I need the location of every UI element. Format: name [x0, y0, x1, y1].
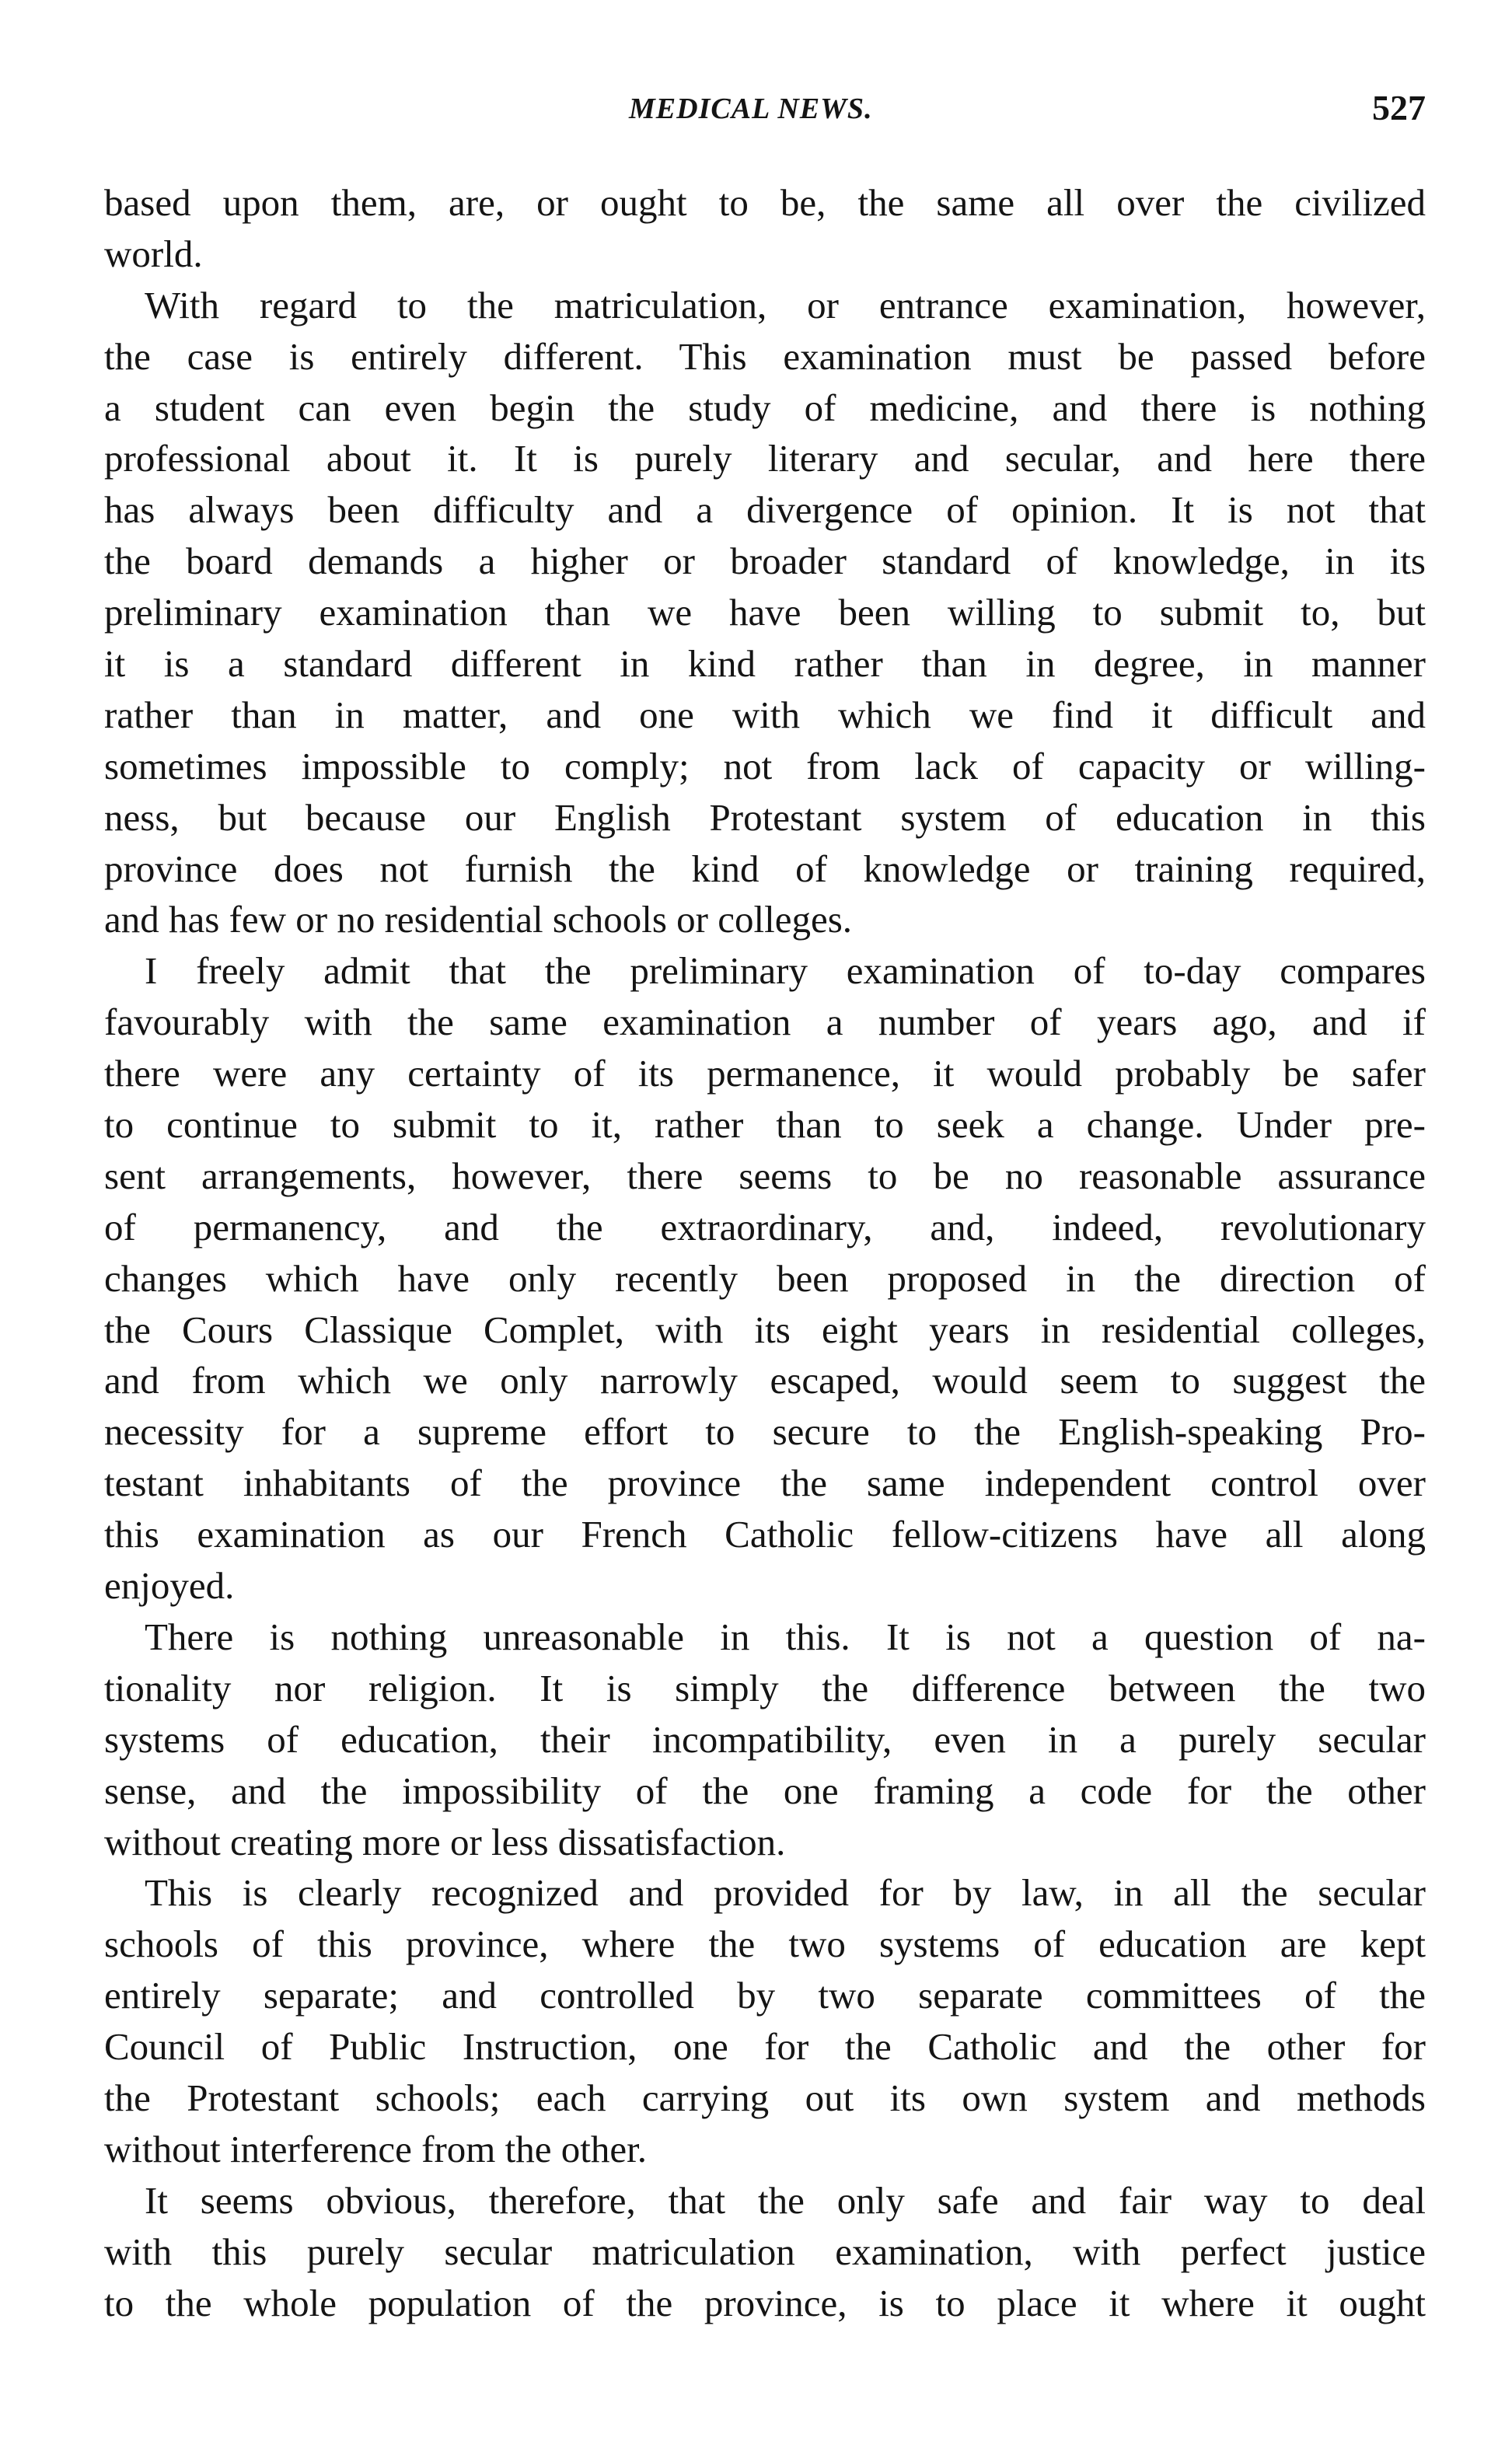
text-line: with this purely secular matriculation examination, with perfect justice — [104, 2230, 1426, 2273]
text-line: Council of Public Instruction, one for the Catholic and the other for — [104, 2025, 1426, 2069]
text-line: sent arrangements, however, there seems to be no reasonable assurance — [104, 1154, 1426, 1197]
text-line: enjoyed. — [104, 1564, 235, 1608]
text-line: It seems obvious, therefore, that the only safe and fair way to deal — [145, 2178, 1426, 2222]
running-head — [104, 88, 1426, 138]
text-line: systems of education, their incompatibility, even in a purely secular — [104, 1717, 1426, 1761]
text-line: ness, but because our English Protestant system of education in this — [104, 795, 1426, 839]
text-line: preliminary examination than we have been willing to submit to, but — [104, 591, 1426, 634]
text-line: There is nothing unreasonable in this. It is not a question of na- — [145, 1615, 1426, 1658]
text-line: and has few or no residential schools or colleges. — [104, 898, 853, 941]
text-line: and from which we only narrowly escaped, would seem to suggest the — [104, 1359, 1426, 1402]
text-line: necessity for a supreme effort to secure to the English-speaking Pro- — [104, 1410, 1426, 1454]
text-line: to continue to submit to it, rather than to seek a change. Under pre- — [104, 1103, 1426, 1147]
text-line: favourably with the same examination a number of years ago, and if — [104, 1001, 1426, 1044]
paragraph — [104, 177, 1426, 280]
text-line: With regard to the matriculation, or entrance examination, however, — [145, 283, 1426, 327]
text-line: This is clearly recognized and provided for by law, in all the secular — [145, 1871, 1426, 1915]
paragraph — [104, 280, 1426, 946]
text-line: of permanency, and the extraordinary, and, indeed, revolutionary — [104, 1205, 1426, 1248]
text-line: based upon them, are, or ought to be, the same all over the civilized — [104, 181, 1426, 224]
text-line: professional about it. It is purely literary and secular, and here there — [104, 437, 1426, 480]
text-line: world. — [104, 232, 203, 275]
text-line: it is a standard different in kind rather than in degree, in manner — [104, 642, 1426, 686]
paragraph — [104, 2175, 1426, 2329]
text-line: rather than in matter, and one with which we find it difficult and — [104, 693, 1426, 736]
text-line: province does not furnish the kind of knowledge or training required, — [104, 847, 1426, 890]
text-line: sense, and the impossibility of the one framing a code for the other — [104, 1769, 1426, 1812]
text-line: tionality nor religion. It is simply the difference between the two — [104, 1666, 1426, 1709]
text-line: the Cours Classique Complet, with its eight years in residential colleges, — [104, 1308, 1426, 1351]
text-line: without interference from the other. — [104, 2127, 647, 2170]
text-line: entirely separate; and controlled by two separate committees of the — [104, 1974, 1426, 2017]
text-line: a student can even begin the study of medicine, and there is nothing — [104, 386, 1426, 429]
text-line: sometimes impossible to comply; not from lack of capacity or willing- — [104, 744, 1426, 787]
text-line: the case is entirely different. This examination must be passed before — [104, 334, 1426, 378]
text-line: the Protestant schools; each carrying out its own system and methods — [104, 2076, 1426, 2119]
text-line: this examination as our French Catholic fellow-citizens have all along — [104, 1513, 1426, 1556]
paragraph — [104, 945, 1426, 1612]
text-line: to the whole population of the province, is to place it where it ought — [104, 2281, 1426, 2324]
body-text — [104, 177, 1426, 2328]
text-line: changes which have only recently been proposed in the direction of — [104, 1256, 1426, 1300]
text-line: schools of this province, where the two systems of education are kept — [104, 1922, 1426, 1966]
text-line: there were any certainty of its permanence, it would probably be safer — [104, 1052, 1426, 1095]
page-number: 527 — [1372, 88, 1426, 127]
running-head-title: MEDICAL NEWS. — [629, 93, 873, 125]
text-line: without creating more or less dissatisfaction. — [104, 1820, 786, 1863]
text-line: I freely admit that the preliminary examination of to-day compares — [145, 949, 1426, 993]
paragraph — [104, 1612, 1426, 1867]
paragraph — [104, 1867, 1426, 2174]
text-line: the board demands a higher or broader standard of knowledge, in its — [104, 540, 1426, 583]
text-line: has always been difficulty and a divergence of opinion. It is not that — [104, 488, 1426, 532]
text-line: testant inhabitants of the province the same independent control over — [104, 1461, 1426, 1505]
